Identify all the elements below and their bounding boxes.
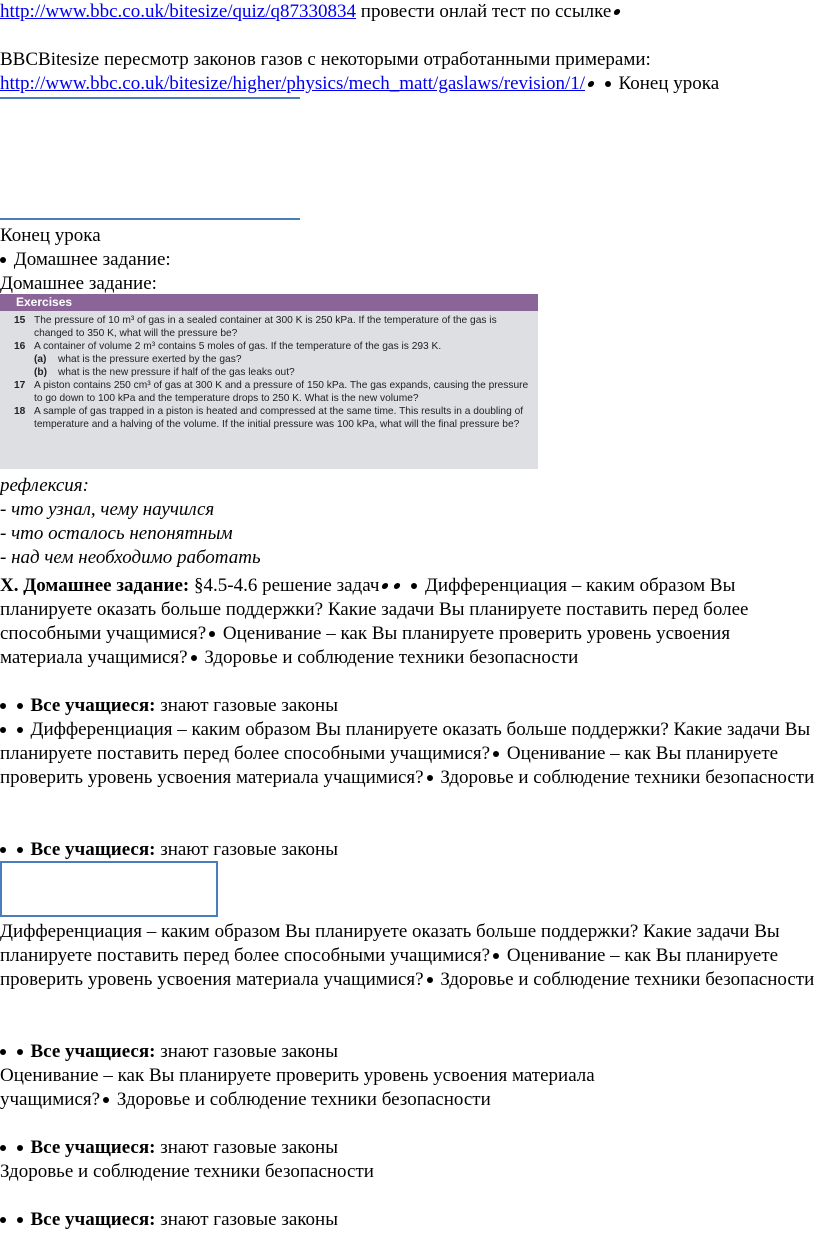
exercise-text: A sample of gas trapped in a piston is heated and compressed at the same time. This results in a doubling of temperature and a halving of the volume. If the initial pressure was 100 kPa, what will the final pressure be? — [34, 406, 524, 430]
bullet-icon — [103, 1097, 109, 1103]
bullet-icon — [394, 583, 402, 589]
health-line: Здоровье и соблюдение техники безопасности — [0, 1161, 374, 1182]
revision-link[interactable]: http://www.bbc.co.uk/bitesize/higher/physics/mech_matt/gaslaws/revision/1/ — [0, 73, 586, 94]
subitem-text: what is the new pressure if half of the gas leaks out? — [58, 367, 295, 378]
divider-line — [0, 218, 300, 220]
empty-frame — [0, 861, 218, 917]
exercises-image — [0, 294, 538, 469]
bullet-icon — [0, 1217, 6, 1223]
exercise-item — [14, 314, 532, 340]
bullet-icon — [0, 847, 6, 853]
homework-paragraph — [0, 574, 816, 670]
exercise-number: 15 — [14, 315, 26, 326]
bullet-icon — [0, 1145, 6, 1151]
subitem-label: (a) — [34, 354, 47, 365]
quiz-link[interactable]: http://www.bbc.co.uk/bitesize/quiz/q87330834 — [0, 1, 357, 22]
homework-heading: X. Домашнее задание: — [0, 575, 190, 596]
bullet-icon — [0, 257, 6, 263]
divider-line — [0, 97, 300, 99]
all-students-line — [0, 694, 338, 718]
bullet-icon — [411, 583, 417, 589]
reflection-item — [0, 546, 261, 570]
exercise-number: 16 — [14, 341, 26, 352]
bitesize-line: BBCBitesize пересмотр законов газов с некоторыми отработанными примерами: — [0, 49, 651, 70]
subitem-text: what is the pressure exerted by the gas? — [58, 354, 242, 365]
homework-bullet-text: Домашнее задание: — [13, 249, 171, 270]
exercise-number: 17 — [14, 380, 26, 391]
bullet-icon — [427, 775, 433, 781]
bullet-icon — [587, 81, 595, 87]
subitem-label: (b) — [34, 367, 48, 378]
end-lesson: Конец урока — [0, 225, 101, 246]
health-text: Здоровье и соблюдение техники безопасности — [199, 647, 579, 668]
all-students-line — [0, 1040, 338, 1064]
all-students-text: знают газовые законы — [155, 1137, 338, 1158]
homework-label: Домашнее задание: — [0, 273, 157, 294]
homework-bullet-line — [0, 248, 171, 272]
exercise-item — [14, 340, 532, 353]
quiz-line-text: провести онлай тест по ссылке — [356, 1, 612, 22]
health-text: Здоровье и соблюдение техники безопасности — [112, 1089, 491, 1110]
all-students-label: Все учащиеся: — [30, 1209, 156, 1230]
differentiation-text: Дифференциация – каким образом Вы планируете оказать больше поддержки? Какие задачи Вы планируете поставить перед более способными учащимися? — [0, 921, 780, 966]
reflection-item-text: - над чем необходимо работать — [0, 547, 261, 568]
differentiation-paragraph — [0, 718, 816, 790]
exercise-item — [14, 379, 532, 405]
all-students-line — [0, 1208, 338, 1232]
reflection-item-text: - что осталось непонятным — [0, 523, 233, 544]
all-students-line — [0, 838, 338, 862]
bullet-icon — [493, 953, 499, 959]
bullet-icon — [0, 727, 6, 733]
reflection-title — [0, 474, 89, 498]
bullet-icon — [17, 847, 23, 853]
exercise-text: A piston contains 250 cm³ of gas at 300 K and a pressure of 150 kPa. The gas expands, causing the pressure to go down to 100 kPa and the temperature drops to 250 K. What is the new volume? — [34, 380, 529, 404]
bullet-icon — [493, 751, 499, 757]
end-lesson-inline: Конец урока — [613, 73, 720, 94]
all-students-line — [0, 1136, 338, 1160]
exercise-text: The pressure of 10 m³ of gas in a sealed container at 300 K is 250 kPa. If the temperature of the gas is changed to 350 K, what will the pressure be? — [34, 315, 497, 339]
bullet-icon — [0, 703, 6, 709]
exercise-number: 18 — [14, 406, 26, 417]
bullet-icon — [191, 655, 197, 661]
evaluation-text: Оценивание – как Вы планируете проверить уровень усвоения материала учащимися? — [0, 743, 779, 788]
bullet-icon — [427, 977, 433, 983]
bullet-icon — [209, 631, 215, 637]
health-text: Здоровье и соблюдение техники безопасности — [435, 767, 815, 788]
all-students-text: знают газовые законы — [155, 695, 338, 716]
exercise-item — [14, 405, 532, 431]
bullet-icon — [613, 9, 621, 15]
bullet-icon — [382, 583, 390, 589]
exercise-text: A container of volume 2 m³ contains 5 moles of gas. If the temperature of the gas is 293 K. — [34, 341, 442, 352]
all-students-text: знают газовые законы — [155, 1041, 338, 1062]
homework-ref: §4.5-4.6 решение задач — [189, 575, 380, 596]
all-students-text: знают газовые законы — [155, 1209, 338, 1230]
reflection-item-text: - что узнал, чему научился — [0, 499, 215, 520]
all-students-label: Все учащиеся: — [30, 1041, 156, 1062]
reflection-title-text: рефлексия: — [0, 475, 89, 496]
differentiation-paragraph — [0, 920, 816, 992]
bullet-icon — [17, 1217, 23, 1223]
differentiation-text: Дифференциация – каким образом Вы планируете оказать больше поддержки? Какие задачи Вы планируете поставить перед более способными учащимися? — [0, 575, 749, 644]
exercise-subitem — [14, 353, 532, 366]
bullet-icon — [17, 1145, 23, 1151]
bullet-icon — [17, 727, 23, 733]
evaluation-text: Оценивание – как Вы планируете проверить уровень усвоения материала учащимися? — [0, 1065, 595, 1110]
bullet-icon — [605, 81, 611, 87]
all-students-label: Все учащиеся: — [30, 695, 156, 716]
exercise-subitem — [14, 366, 532, 379]
bullet-icon — [17, 1049, 23, 1055]
evaluation-paragraph — [0, 1064, 680, 1112]
health-text: Здоровье и соблюдение техники безопасности — [435, 969, 815, 990]
evaluation-text: Оценивание – как Вы планируете проверить уровень усвоения материала учащимися? — [0, 623, 731, 668]
bullet-icon — [17, 703, 23, 709]
exercises-header: Exercises — [0, 294, 538, 311]
all-students-text: знают газовые законы — [155, 839, 338, 860]
reflection-item — [0, 522, 233, 546]
reflection-item — [0, 498, 214, 522]
all-students-label: Все учащиеся: — [30, 839, 156, 860]
evaluation-text: Оценивание – как Вы планируете проверить уровень усвоения материала учащимися? — [0, 945, 779, 990]
revision-line — [0, 72, 719, 96]
quiz-line — [0, 0, 623, 24]
differentiation-text: Дифференциация – каким образом Вы планируете оказать больше поддержки? Какие задачи Вы планируете поставить перед более способными учащимися? — [0, 719, 811, 764]
all-students-label: Все учащиеся: — [30, 1137, 156, 1158]
bullet-icon — [0, 1049, 6, 1055]
